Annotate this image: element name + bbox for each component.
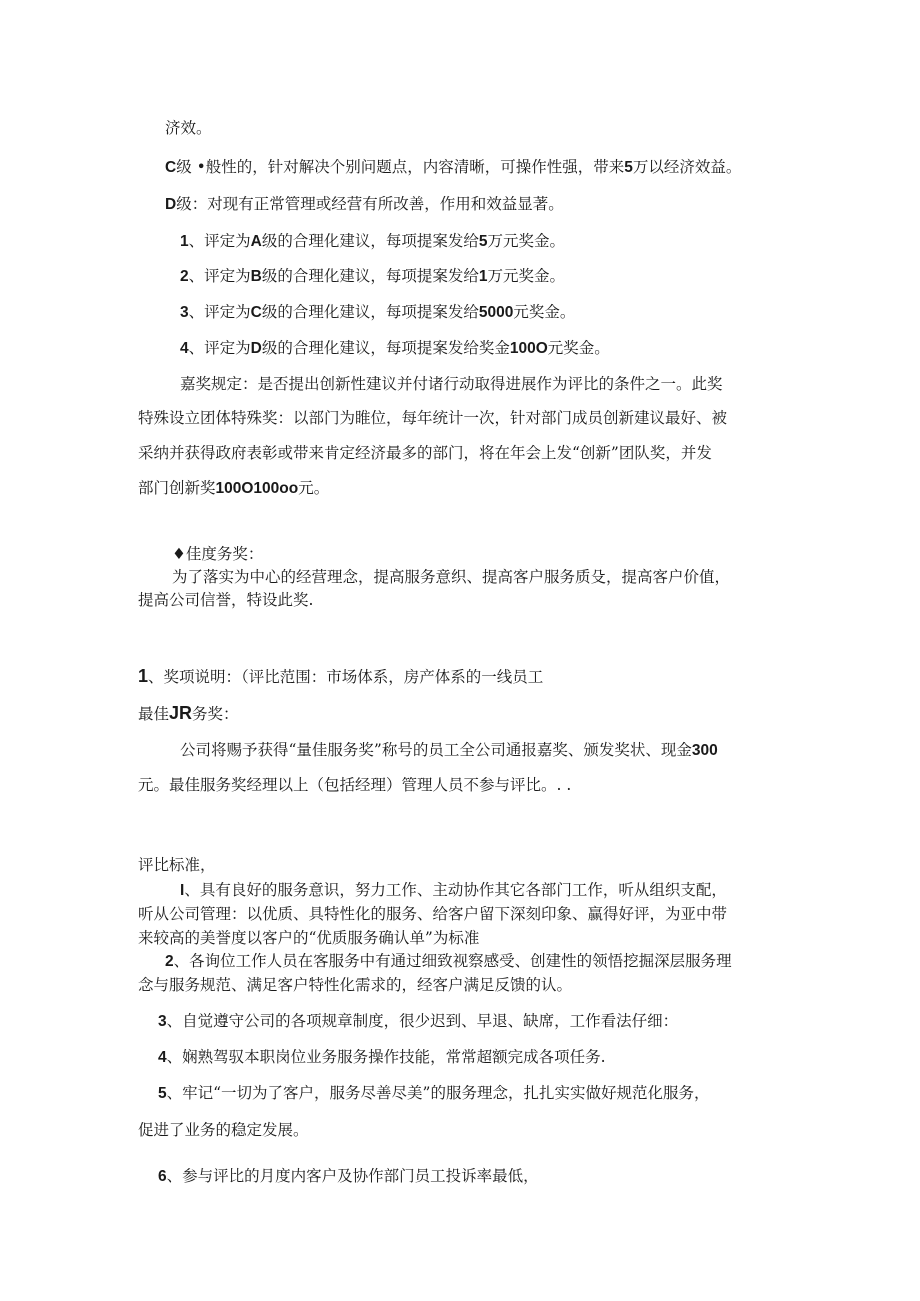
award-text: 、评定为	[188, 232, 251, 250]
paragraph-text: 元。	[298, 479, 330, 497]
award-text: 元奖金。	[547, 339, 610, 357]
award-amount: 5	[478, 233, 488, 250]
criteria-item-1-line-2	[138, 904, 727, 924]
award-index: 1	[180, 233, 189, 250]
award-index: 2	[180, 268, 189, 285]
item-index: 5	[158, 1085, 167, 1102]
award-text: 元奖金。	[513, 303, 576, 321]
paragraph-text: 、娴熟驾驭本职岗位业务服务操作技能，常常超额完成各项任务.	[166, 1048, 606, 1066]
paragraph-fragment	[165, 118, 212, 138]
award-index: 4	[180, 340, 189, 357]
award-text: 万元奖金。	[487, 267, 565, 285]
award-index: 3	[180, 304, 189, 321]
commendation-line-2	[138, 408, 727, 428]
paragraph-text: 促进了业务的稳定发展。	[138, 1121, 309, 1139]
grade-letter: D	[165, 196, 177, 213]
commendation-line-1	[180, 374, 723, 394]
paragraph-text: 、具有良好的服务意识，努力工作、主动协作其它各部门工作，听从组织支配，	[184, 881, 727, 899]
paragraph-text: 元。最佳服务奖经理以上（包括经理）管理人员不参与评比。. .	[138, 776, 572, 794]
paragraph-text: 提高公司信誉，特设此奖.	[138, 591, 314, 609]
criteria-item-2-line-1	[165, 951, 732, 972]
paragraph-text: 、参与评比的月度内客户及协作部门员工投诉率最低，	[166, 1167, 539, 1185]
paragraph-text: 念与服务规范、满足客户特性化需求的，经客户满足反馈的认。	[138, 976, 573, 994]
award-text: 级的合理化建议，每项提案发给	[261, 267, 479, 285]
award-text: 、评定为	[188, 303, 251, 321]
criteria-item-1-line-1	[180, 880, 727, 901]
criteria-item-1-line-3	[138, 928, 479, 948]
grade-d-line	[165, 194, 564, 215]
section-index: 1	[138, 666, 149, 686]
grade-text: 级 •般性的，针对解决个别问题点，内容清晰，可操作性强，带来	[176, 158, 625, 176]
award-grade: B	[250, 268, 262, 285]
grade-letter: C	[165, 159, 177, 176]
paragraph-text: 济效。	[165, 119, 212, 137]
company-award-line-2	[138, 775, 571, 795]
paragraph-text: 、自觉遵守公司的各项规章制度，很少迟到、早退、缺席，工作看法仔细：	[166, 1012, 679, 1030]
item-index: 6	[158, 1168, 167, 1185]
award-amount: 300	[691, 742, 718, 759]
award-amount: 5000	[478, 304, 514, 321]
award-amount: 1	[478, 268, 488, 285]
service-award-line-1	[172, 567, 730, 587]
best-award-heading	[138, 703, 239, 724]
paragraph-text: 来较高的美誉度以客户的“优质服务确认单”为标准	[138, 929, 480, 947]
criteria-item-2-line-2	[138, 975, 572, 995]
award-text: 、评定为	[188, 267, 251, 285]
award-grade: D	[250, 340, 262, 357]
paragraph-text: 、各询位工作人员在客服务中有通过细致视察感受、创建性的领悟挖掘深层服务理	[173, 952, 732, 970]
item-index: 3	[158, 1013, 167, 1030]
heading-text: 最佳	[138, 705, 170, 723]
criteria-item-6	[158, 1166, 539, 1187]
item-index: 4	[158, 1049, 167, 1066]
criteria-item-4	[158, 1047, 606, 1068]
award-amount: 100O	[509, 340, 548, 357]
award-grade: A	[250, 233, 262, 250]
award-text: 级的合理化建议，每项提案发给奖金	[261, 339, 510, 357]
grade-tail: 万以经济效益。	[632, 158, 742, 176]
criteria-item-3	[158, 1011, 678, 1032]
award-text: 、评定为	[188, 339, 251, 357]
item-index: 2	[165, 953, 174, 970]
heading-text: 务奖：	[192, 705, 239, 723]
paragraph-text: 、牢记“一切为了客户，服务尽善尽美”的服务理念，扎扎实实做好规范化服务，	[166, 1084, 710, 1102]
criteria-item-5-line-2	[138, 1120, 309, 1140]
criteria-item-5-line-1	[158, 1083, 709, 1104]
section-1-heading	[138, 666, 543, 687]
award-item	[180, 338, 610, 359]
company-award-line-1	[180, 740, 718, 761]
award-item	[180, 266, 565, 287]
paragraph-text: 听从公司管理：以优质、具特性化的服务、给客户留下深刻印象、赢得好评，为亚中带	[138, 905, 728, 923]
paragraph-text: 公司将赐予获得“量佳服务奖”称号的员工全公司通报嘉奖、颁发奖状、现金	[180, 741, 692, 759]
paragraph-text: 为了落实为中心的经营理念，提高服务意织、提高客户服务质殳，提高客户价值，	[172, 568, 731, 586]
paragraph-text: 特殊设立团体特殊奖：以部门为睢位，每年统计一次，针对部门成员创新建议最好、被	[138, 409, 728, 427]
paragraph-text: 采纳并获得政府表彰或带来肯定经济最多的部门，将在年会上发“创新”团队奖，并发	[138, 444, 712, 462]
award-item	[180, 302, 575, 323]
item-index: I	[180, 882, 185, 899]
award-item	[180, 231, 565, 252]
award-text: 级的合理化建议，每项提案发给	[261, 303, 479, 321]
section-heading: ♦佳度务奖：	[172, 545, 264, 563]
heading-abbrev: JR	[169, 703, 193, 723]
award-text: 万元奖金。	[487, 232, 565, 250]
service-award-line-2	[138, 590, 313, 610]
paragraph-text: 部门创新奖	[138, 479, 216, 497]
commendation-line-4	[138, 478, 329, 499]
paragraph-text: 嘉奖规定：是否提出创新性建议并付诸行动取得进展作为评比的条件之一。此奖	[180, 375, 723, 393]
criteria-title	[138, 855, 216, 875]
award-text: 级的合理化建议，每项提案发给	[261, 232, 479, 250]
award-grade: C	[250, 304, 262, 321]
section-heading: 评比标准，	[138, 856, 216, 874]
commendation-line-3	[138, 443, 712, 463]
section-text: 、奖项说明：（评比范围：市场体系，房产体系的一线员工	[148, 668, 544, 686]
service-award-title	[172, 544, 263, 564]
grade-text: 级：对现有正常管理或经营有所改善，作用和效益显著。	[176, 195, 564, 213]
grade-amount: 5	[624, 159, 633, 176]
grade-c-line	[165, 157, 741, 178]
award-amount: 100O100oo	[215, 480, 299, 497]
